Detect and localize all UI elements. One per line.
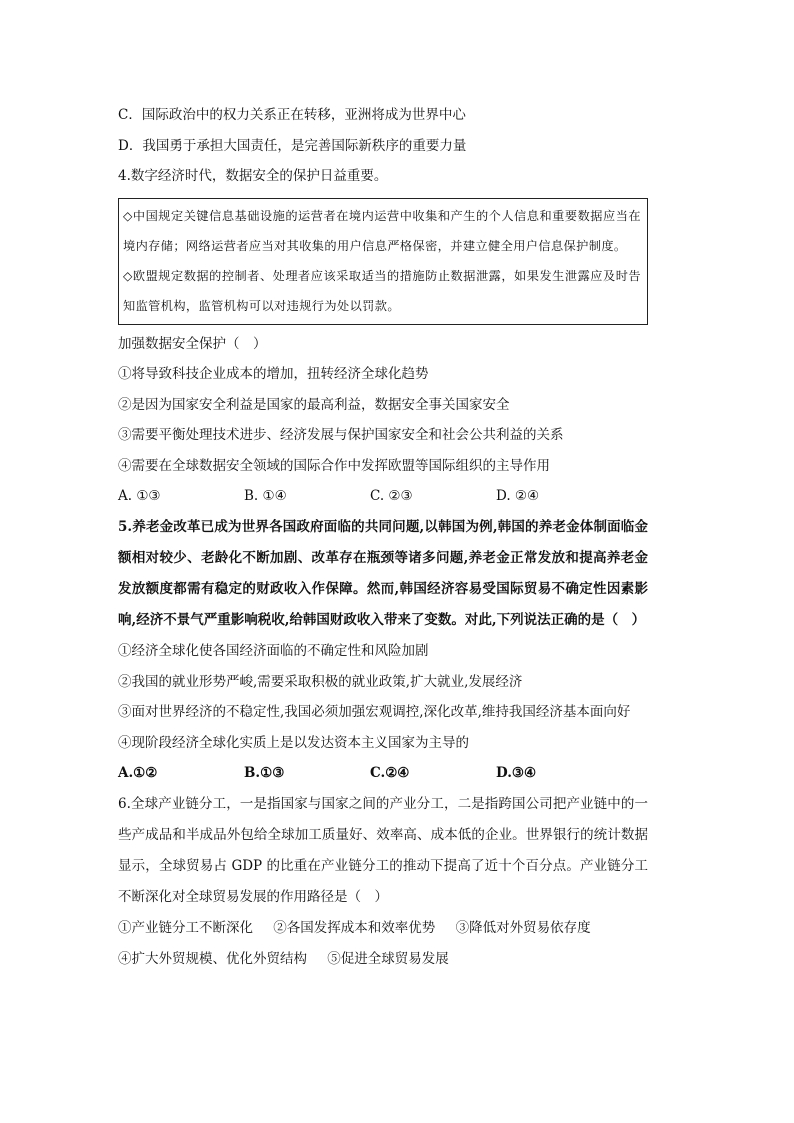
exam-page bbox=[118, 100, 678, 975]
q4-material-box bbox=[118, 198, 648, 325]
q5-option-d[interactable]: D.③④ bbox=[496, 765, 537, 781]
q6-choice-4: ④扩大外贸规模、优化外贸结构 bbox=[118, 951, 307, 967]
q5-option-c[interactable]: C.②④ bbox=[370, 765, 410, 781]
q6-choices-row-2 bbox=[118, 944, 678, 975]
q4-answer-options bbox=[118, 481, 678, 512]
q6-choices-row-1 bbox=[118, 913, 678, 944]
q5-item-4: ④现阶段经济全球化实质上是以发达资本主义国家为主导的 bbox=[118, 734, 469, 751]
q4-item-2: ②是因为国家安全利益是国家的最高利益，数据安全事关国家安全 bbox=[118, 396, 510, 413]
q6-choice-5: ⑤促进全球贸易发展 bbox=[327, 951, 449, 967]
q5-item-3: ③面对世界经济的不稳定性,我国必须加强宏观调控,深化改革,维持我国经济基本面向好 bbox=[118, 704, 631, 720]
q4-item-1: ①将导致科技企业成本的增加，扭转经济全球化趋势 bbox=[118, 366, 429, 382]
q3-option-c: C．国际政治中的权力关系正在转移，亚洲将成为世界中心 bbox=[118, 107, 466, 123]
q5-option-b[interactable]: B.①③ bbox=[244, 765, 285, 781]
q4-option-c[interactable]: C. ②③ bbox=[370, 488, 413, 504]
q3-option-d: D．我国勇于承担大国责任，是完善国际新秩序的重要力量 bbox=[118, 137, 467, 154]
q5-item-1: ①经济全球化使各国经济面临的不确定性和风险加剧 bbox=[118, 643, 429, 659]
q5-item-2: ②我国的就业形势严峻,需要采取积极的就业政策,扩大就业,发展经济 bbox=[118, 673, 523, 690]
q4-material-eu: ◇欧盟规定数据的控制者、处理者应该采取适当的措施防止数据泄露，如果发生泄露应及时告知监管机构，监管机构可以对违规行为处以罚款。 bbox=[123, 268, 641, 313]
q6-choice-3: ③降低对外贸易依存度 bbox=[455, 920, 591, 936]
q5-stem: 5.养老金改革已成为世界各国政府面临的共同问题,以韩国为例,韩国的养老金体制面临金额相对较少、老龄化不断加剧、改革存在瓶颈等诸多问题,养老金正常发放和提高养老金发放额度都需有稳定的财政收入作保障。然而,韩国经济容易受国际贸易不确定性因素影响,经济不景气严重影响税收,给韩国财政收入带来了变数。对此,下列说法正确的是（ ） bbox=[118, 519, 648, 628]
q6-stem: 6.全球产业链分工，一是指国家与国家之间的产业分工，二是指跨国公司把产业链中的一些产成品和半成品外包给全球加工质量好、效率高、成本低的企业。世界银行的统计数据显示，全球贸易占 GDP 的比重在产业链分工的推动下提高了近十个百分点。产业链分工不断深化对全球贸易发展的作用路径是（ ） bbox=[118, 796, 648, 905]
q4-option-d[interactable]: D. ②④ bbox=[496, 488, 540, 504]
q5-answer-options bbox=[118, 758, 678, 789]
q4-item-3: ③需要平衡处理技术进步、经济发展与保护国家安全和社会公共利益的关系 bbox=[118, 427, 564, 443]
q6-choice-2: ②各国发挥成本和效率优势 bbox=[273, 920, 436, 936]
q6-choice-1: ①产业链分工不断深化 bbox=[118, 920, 253, 936]
q4-stem: 4.数字经济时代，数据安全的保护日益重要。 bbox=[118, 168, 388, 184]
q4-item-4: ④需要在全球数据安全领域的国际合作中发挥欧盟等国际组织的主导作用 bbox=[118, 457, 550, 474]
q4-material-china: ◇中国规定关键信息基础设施的运营者在境内运营中收集和产生的个人信息和重要数据应当在境内存储；网络运营者应当对其收集的用户信息严格保密，并建立健全用户信息保护制度。 bbox=[123, 208, 641, 253]
q5-option-a[interactable]: A.①② bbox=[118, 765, 158, 781]
q4-question: 加强数据安全保护（ ） bbox=[118, 335, 267, 352]
q4-option-b[interactable]: B. ①④ bbox=[244, 488, 287, 504]
q4-option-a[interactable]: A. ①③ bbox=[118, 488, 161, 504]
